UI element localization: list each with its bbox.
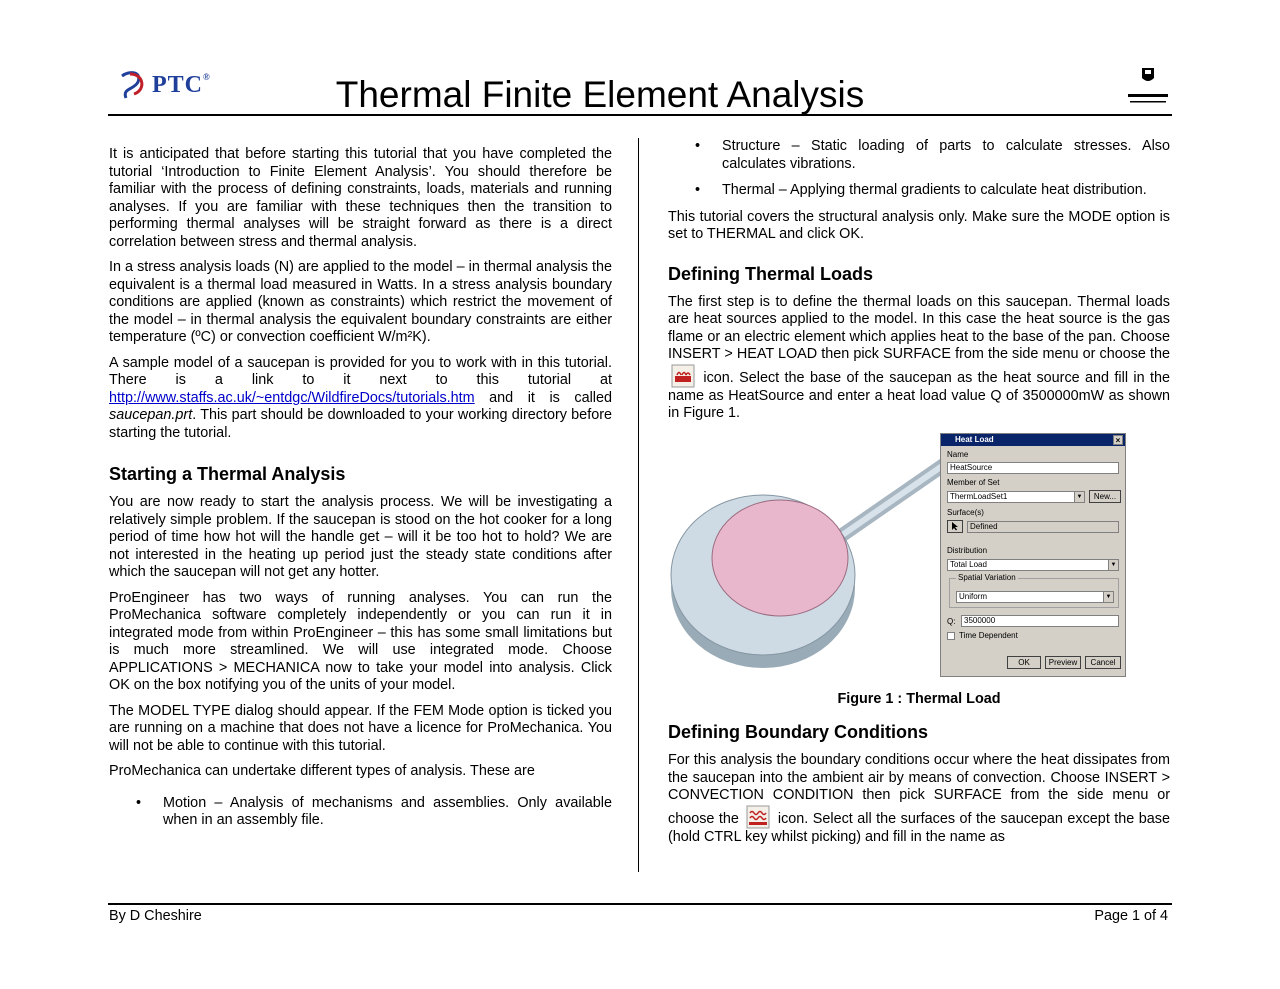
spatial-variation-select[interactable]: Uniform ▼ (956, 591, 1114, 603)
q-value-field[interactable]: 3500000 (961, 615, 1119, 627)
surfaces-status: Defined (967, 521, 1119, 533)
start-paragraph-4: ProMechanica can undertake different types of analysis. These are (109, 763, 535, 779)
mode-paragraph: This tutorial covers the structural analysis only. Make sure the MODE option is set to THERMAL and click OK. (668, 208, 1170, 242)
name-label: Name (947, 449, 969, 459)
member-of-set-label: Member of Set (947, 477, 1000, 487)
chevron-down-icon: ▼ (1074, 492, 1084, 502)
figure-caption: Figure 1 : Thermal Load (837, 690, 1001, 707)
ptc-logo-text: PTC® (152, 72, 211, 98)
chevron-down-icon: ▼ (1103, 592, 1113, 602)
right-column (668, 138, 1170, 854)
new-button[interactable]: New... (1089, 490, 1121, 503)
left-column (109, 138, 612, 839)
time-dependent-label: Time Dependent (959, 630, 1018, 640)
convection-condition-icon (746, 805, 770, 829)
bullet-icon: • (136, 794, 142, 811)
column-divider (638, 138, 639, 872)
loads-paragraph: The first step is to define the thermal loads on this saucepan. Thermal loads are heat sources applied to the model. In this case the heat source is the gas flame or an electric element which applies heat to the base of the pan. Choose INSERT > HEAT LOAD then pick SURFACE from the side menu or choose the icon. Select the base of the saucepan as the heat source and fill in the name as HeatSource and enter a heat load value Q of 3500000mW as shown in Figure 1. (668, 293, 1170, 421)
q-label: Q: (947, 616, 956, 626)
start-paragraph-2: ProEngineer has two ways of running analyses. You can run the ProMechanica software completely independently or you can run it in integrated mode from within ProEngineer – this has some small limitations but is much more streamlined. We will use integrated mode. Choose APPLICATIONS > MECHANICA now to take your model into analysis. Click OK on the box notifying you of the units of your model. (109, 589, 612, 693)
ok-button[interactable]: OK (1007, 656, 1041, 669)
bullet-icon: • (695, 182, 701, 198)
heat-load-icon (671, 364, 695, 388)
boundary-conditions-paragraph: For this analysis the boundary conditions occur where the heat dissipates from the saucepan into the ambient air by means of convection. Choose INSERT > CONVECTION CONDITION then pick SURFACE from the side menu or choose the icon. Select all the surfaces of the saucepan except the base (hold CTRL key whilst picking) and fill in the name as (668, 752, 1171, 845)
distribution-label: Distribution (947, 545, 988, 555)
heading-starting-analysis: Starting a Thermal Analysis (109, 464, 346, 484)
select-surface-arrow-button[interactable] (947, 520, 963, 533)
heading-thermal-loads: Defining Thermal Loads (668, 263, 874, 284)
file-name: saucepan.prt (109, 407, 193, 423)
spatial-variation-label: Spatial Variation (958, 572, 1016, 582)
header-rule (108, 114, 1172, 116)
member-of-set-select[interactable]: ThermLoadSet1 ▼ (947, 491, 1085, 503)
figure-thermal-load (668, 433, 1170, 683)
chevron-down-icon: ▼ (1108, 560, 1118, 570)
start-paragraph-3: The MODEL TYPE dialog should appear. If the FEM Mode option is ticked you are running on a machine that does not have a licence for ProMechanica. You will not be able to continue with this tutorial. (109, 702, 612, 754)
analysis-types-list-continued (668, 138, 1170, 200)
page-title: Thermal Finite Element Analysis (335, 74, 865, 115)
close-icon[interactable]: × (1113, 435, 1123, 445)
footer-author: By D Cheshire (109, 908, 202, 924)
heat-load-dialog (940, 433, 1126, 677)
dialog-title-bar: Heat Load × (941, 434, 1125, 446)
tutorials-link[interactable]: http://www.staffs.ac.uk/~entdgc/WildfireDocs/tutorials.htm (109, 389, 475, 406)
surfaces-label: Surface(s) (947, 507, 984, 517)
preview-button[interactable]: Preview (1045, 656, 1081, 669)
start-paragraph-1: You are now ready to start the analysis process. We will be investigating a relatively simple problem. If the saucepan is stood on the hot cooker for a long period of time how hot will the handle get – will it be too hot to hold? We are not interested in the heating up period just the steady state conditions after which the saucepan will not get any hotter. (109, 494, 612, 580)
name-field[interactable]: HeatSource (947, 462, 1119, 474)
cancel-button[interactable]: Cancel (1085, 656, 1121, 669)
list-item-thermal: • Thermal – Applying thermal gradients to calculate heat distribution. (695, 182, 1147, 198)
bullet-icon: • (695, 138, 701, 154)
heading-boundary-conditions: Defining Boundary Conditions (668, 722, 928, 742)
list-item-structure: • Structure – Static loading of parts to calculate stresses. Also calculates vibrations. (695, 138, 1170, 172)
staffordshire-university-logo (1124, 66, 1172, 108)
time-dependent-checkbox[interactable] (947, 632, 955, 640)
intro-paragraph-3: A sample model of a saucepan is provided for you to work with in this tutorial. There is a link to it next to this tutorial at http://www.staffs.ac.uk/~entdgc/WildfireDocs/tutorials.htm and it is called saucepan.prt. This part should be downloaded to your working directory before starting the tutorial. (109, 354, 612, 441)
analysis-types-list (109, 795, 612, 830)
intro-paragraph-2: In a stress analysis loads (N) are applied to the model – in thermal analysis the equivalent is a thermal load measured in Watts. In a stress analysis boundary conditions are applied (known as constraints) which restrict the movement of the model – in thermal analysis the equivalent boundary constraints are either temperature (ºC) or convection coefficient W/m²K). (109, 259, 612, 345)
pointer-arrow-icon (950, 521, 960, 531)
page-header (0, 0, 1280, 125)
footer-rule (108, 903, 1172, 905)
intro-paragraph-1: It is anticipated that before starting this tutorial that you have completed the tutorial ‘Introduction to Finite Element Analysis’. You should therefore be familiar with the process of defining constraints, loads, materials and running analyses. If you are familiar with these techniques then the transition to performing thermal analyses will be straight forward as there is a direct correlation between stress and thermal analysis. (109, 146, 612, 250)
distribution-select[interactable]: Total Load ▼ (947, 559, 1119, 571)
list-item-motion: • Motion – Analysis of mechanisms and assemblies. Only available when in an assembly file. (136, 794, 612, 828)
footer-page-number: Page 1 of 4 (1094, 908, 1168, 924)
spatial-variation-group (949, 572, 1119, 608)
